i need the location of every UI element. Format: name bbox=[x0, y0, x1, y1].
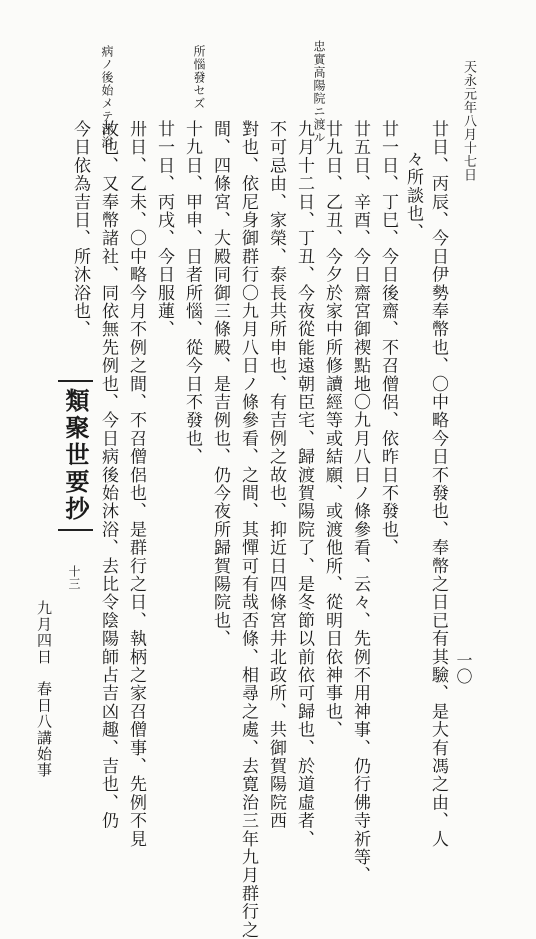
text-column-7: 不可忌由、家榮、泰長共所申也、有吉例之故也、抑近日四條宮井北政所、共御賀陽院西 bbox=[266, 120, 286, 830]
text-column-12: 卅日、乙未、〇中略今月不例之間、不召僧侶也、是群行之日、執柄之家召僧事、先例不見 bbox=[126, 120, 146, 848]
text-column-3: 廿一日、丁巳、今日後齋、不召僧侶、依昨日不發也、 bbox=[378, 120, 398, 557]
date-heading: 天永元年八月十七日 bbox=[461, 60, 476, 182]
side-note-1: 忠實高陽院ニ渡ル bbox=[312, 40, 326, 144]
text-column-2: 々所談也、 bbox=[403, 150, 423, 241]
text-column-10: 十九日、甲申、日者所惱、從今日不發也、 bbox=[182, 120, 202, 466]
text-column-9: 間、四條宮、大殿同御三條殿、是吉例也、仍今夜所歸賀陽院也、 bbox=[210, 120, 230, 648]
text-column-1: 廿日、丙辰、今日伊勢奉幣也、〇中略今日不發也、奉幣之日已有其驗、是大有馮之由、人 bbox=[428, 120, 448, 848]
page-number: 一〇 bbox=[454, 652, 473, 684]
text-column-13: 故也、又奉幣諸社、同依無先例也、今日病後始沐浴、去比令陰陽師占吉凶趣、吉也、仍 bbox=[98, 120, 118, 830]
text-column-14: 今日依為吉日、所沐浴也、 bbox=[70, 120, 90, 339]
text-column-8: 對也、依尼身御群行〇九月八日ノ條參看、之間、其憚可有哉否條、相尋之處、去寛治三年九月群行之 bbox=[238, 120, 258, 939]
footer-title: 類聚世要抄 bbox=[58, 380, 93, 531]
text-column-11: 廿一日、丙戌、今日服蓮、 bbox=[154, 120, 174, 339]
side-note-3: 病ノ後始メテ沐浴 bbox=[100, 45, 114, 149]
text-column-6: 九月十二日、丁丑、今夜從能遠朝臣宅、歸渡賀陽院了、是冬節以前依可歸也、於道虛者、 bbox=[294, 120, 314, 848]
text-column-4: 廿五日、辛酉、今日齋宮御禊點地〇九月八日ノ條參看、云々、先例不用神事、仍行佛寺祈等、 bbox=[350, 120, 370, 885]
footer-entry: 九月四日 春日八講始事 bbox=[35, 600, 53, 779]
footer-volume: 十三 bbox=[67, 565, 81, 590]
text-column-5: 廿九日、乙丑、今夕於家中所修讀經等或結願、或渡他所、從明日依神事也、 bbox=[322, 120, 342, 739]
side-note-2: 所惱發セズ bbox=[192, 45, 206, 110]
